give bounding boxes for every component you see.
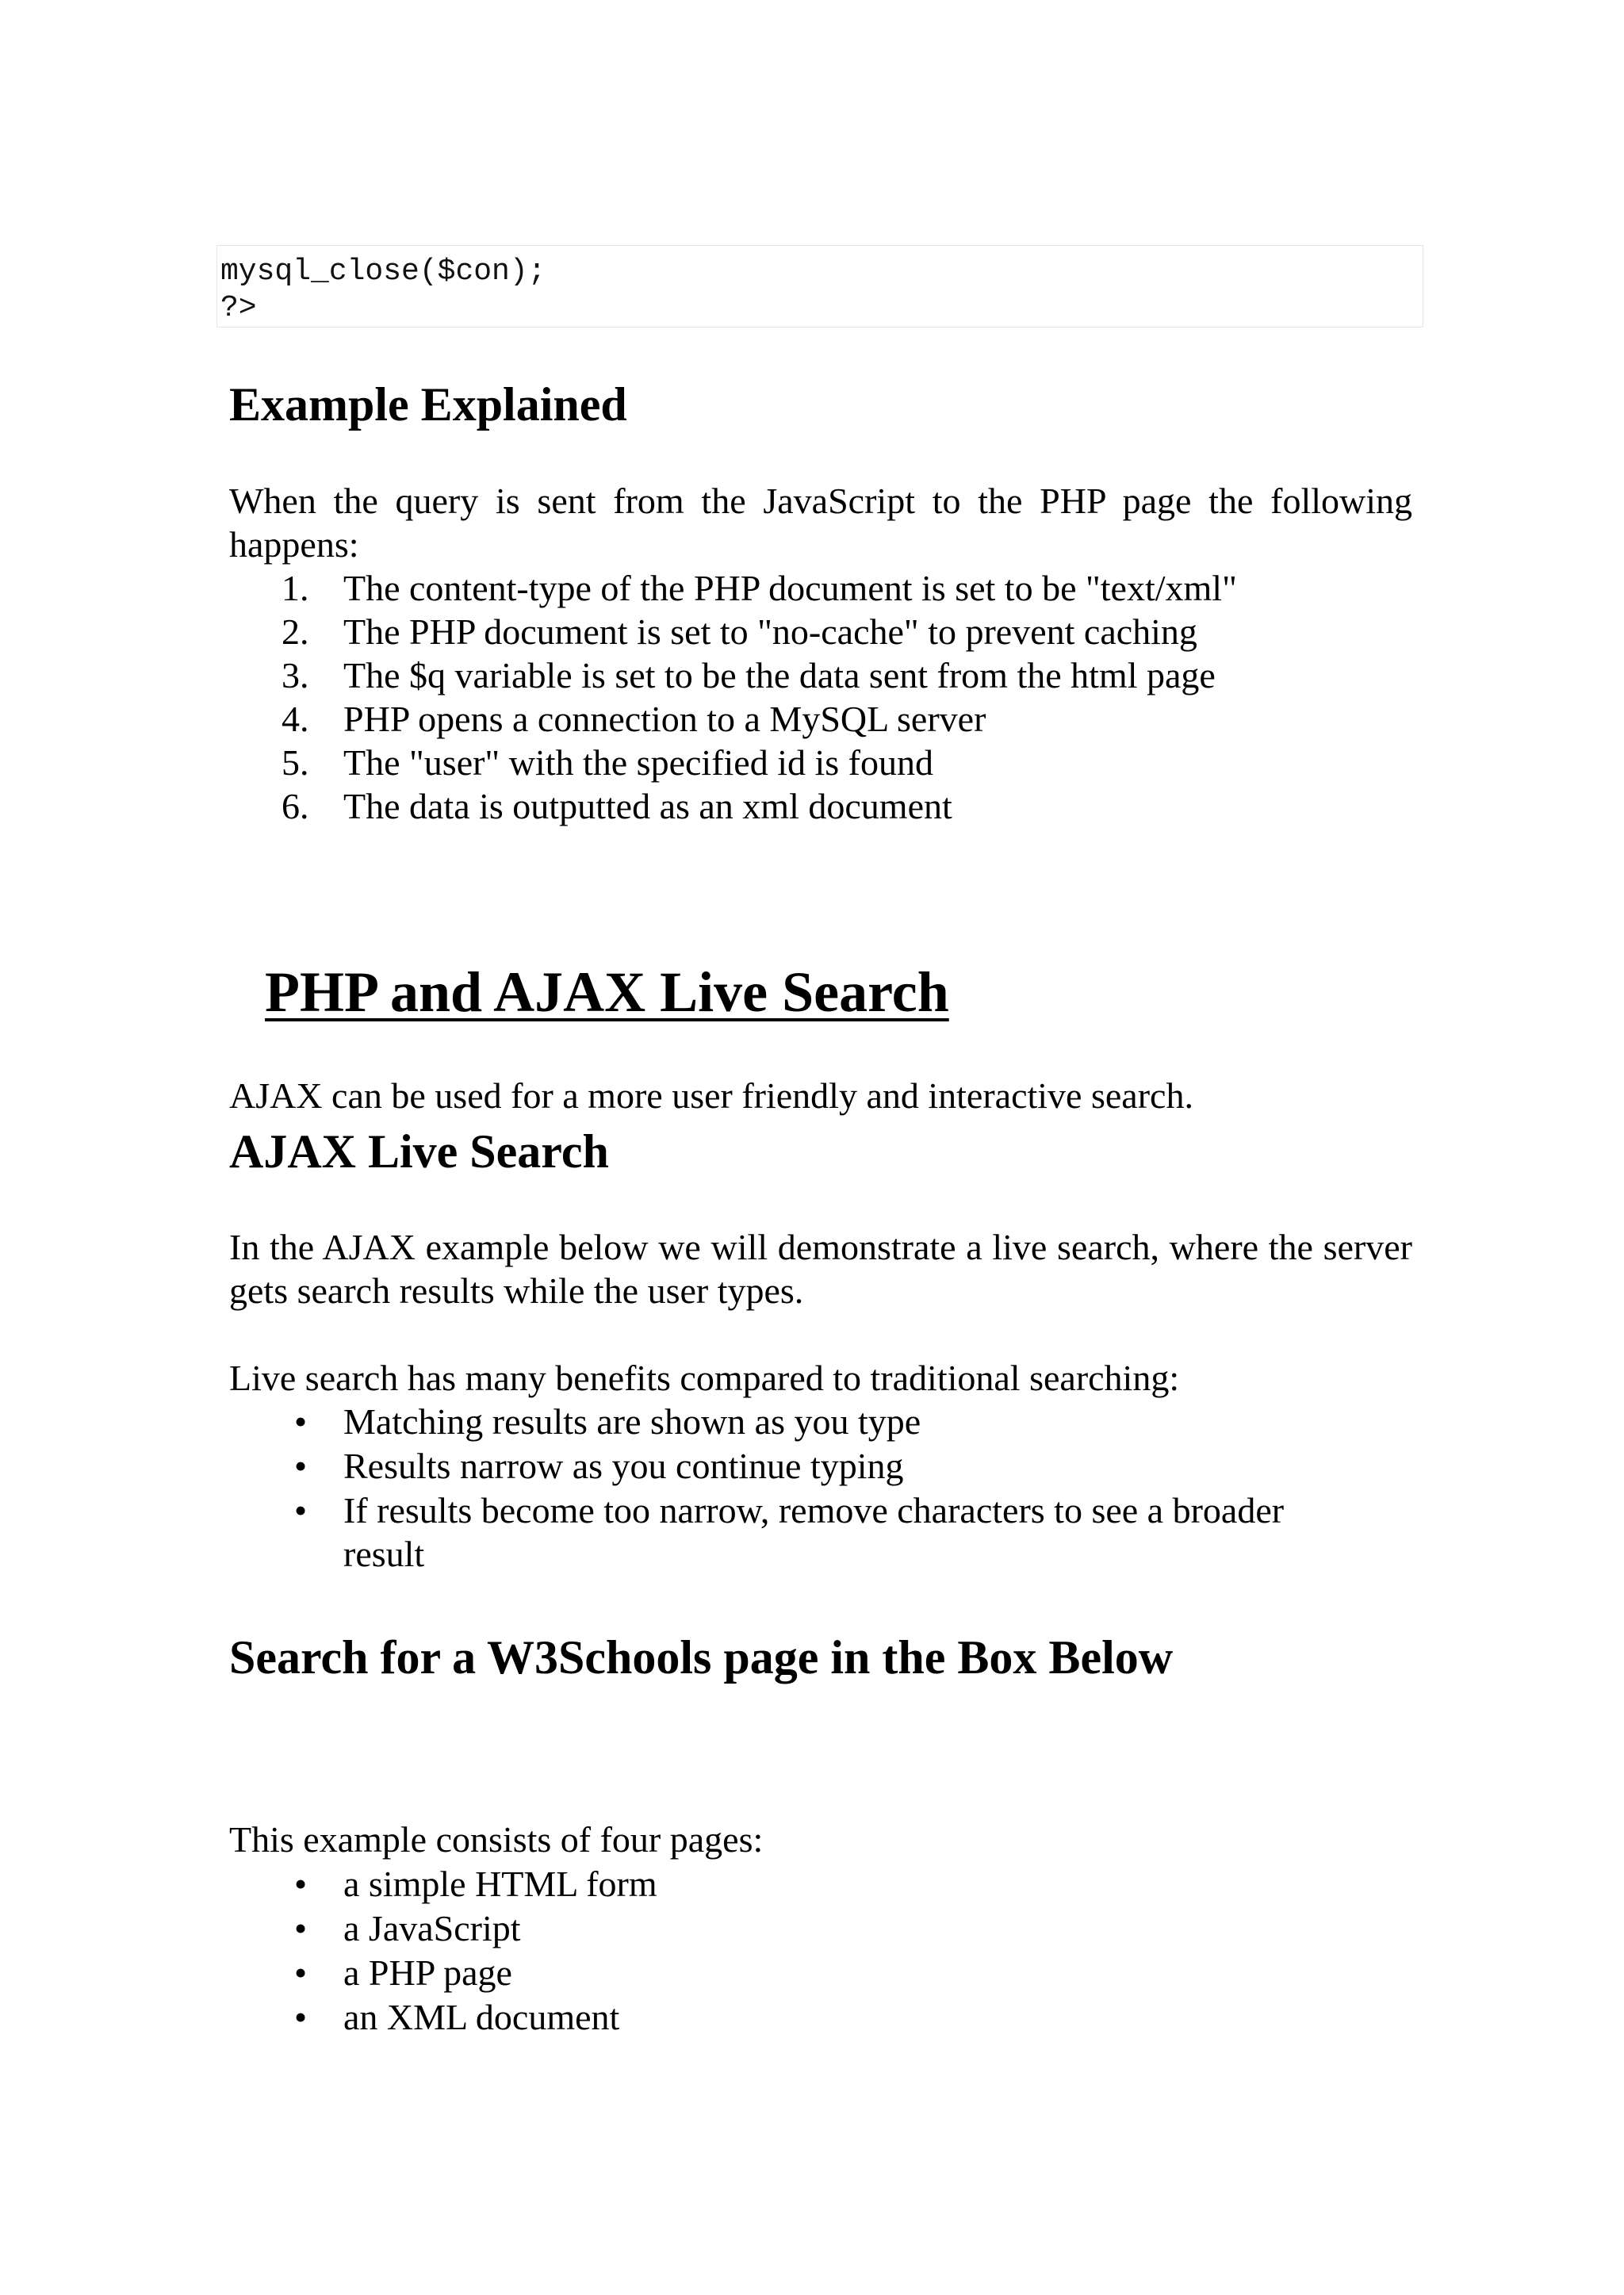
list-item-text: The data is outputted as an xml document xyxy=(343,786,952,826)
list-item xyxy=(229,1444,1371,1488)
list-item xyxy=(229,1995,1371,2039)
list-number: 2. xyxy=(282,611,309,652)
list-number: 6. xyxy=(282,786,309,826)
list-item xyxy=(229,566,1412,610)
list-item xyxy=(229,610,1412,653)
benefits-list xyxy=(229,1400,1371,1576)
list-item-text: a JavaScript xyxy=(343,1908,521,1948)
pages-list xyxy=(229,1862,1371,2039)
code-block xyxy=(216,245,1423,328)
list-item-text: a simple HTML form xyxy=(343,1864,657,1904)
list-number: 3. xyxy=(282,655,309,695)
code-line: ?> xyxy=(220,291,257,325)
list-item xyxy=(229,653,1412,697)
list-number: 4. xyxy=(282,699,309,739)
pages-intro: This example consists of four pages: xyxy=(229,1819,764,1860)
code-line: mysql_close($con); xyxy=(220,255,546,289)
list-item-text: The "user" with the specified id is found xyxy=(343,742,933,783)
example-explained-intro: When the query is sent from the JavaScript to the PHP page the following happens: xyxy=(229,481,1412,565)
list-item-text: an XML document xyxy=(343,1997,620,2037)
list-item xyxy=(229,697,1412,741)
list-item xyxy=(229,1906,1371,1950)
bullet: • xyxy=(294,1908,308,1948)
example-explained-heading: Example Explained xyxy=(229,378,627,431)
list-item xyxy=(229,1951,1371,1994)
list-item-text: Matching results are shown as you type xyxy=(343,1401,921,1442)
list-item xyxy=(229,1400,1371,1443)
list-item-text: a PHP page xyxy=(343,1952,512,1993)
list-item-text: The content-type of the PHP document is set to be "text/xml" xyxy=(343,568,1237,608)
live-search-intro: AJAX can be used for a more user friendly and interactive search. xyxy=(229,1075,1193,1116)
list-item xyxy=(229,1488,1371,1576)
bullet: • xyxy=(294,1952,308,1993)
list-item-text: If results become too narrow, remove characters to see a broader result xyxy=(343,1490,1285,1574)
list-number: 5. xyxy=(282,742,309,783)
list-item xyxy=(229,1862,1371,1906)
bullet: • xyxy=(294,1997,308,2037)
list-number: 1. xyxy=(282,568,309,608)
list-item-text: The PHP document is set to "no-cache" to prevent caching xyxy=(343,611,1197,652)
live-search-title: PHP and AJAX Live Search xyxy=(265,960,949,1024)
list-item xyxy=(229,784,1412,828)
live-search-description: In the AJAX example below we will demonstrate a live search, where the server gets search results while the user types. xyxy=(229,1227,1412,1311)
search-box-heading: Search for a W3Schools page in the Box Below xyxy=(229,1631,1174,1684)
bullet: • xyxy=(294,1490,308,1531)
list-item-text: PHP opens a connection to a MySQL server xyxy=(343,699,986,739)
benefits-intro: Live search has many benefits compared to traditional searching: xyxy=(229,1358,1180,1398)
steps-list xyxy=(229,566,1412,828)
list-item-text: The $q variable is set to be the data sent from the html page xyxy=(343,655,1216,695)
ajax-live-search-heading: AJAX Live Search xyxy=(229,1125,609,1178)
bullet: • xyxy=(294,1446,308,1486)
bullet: • xyxy=(294,1864,308,1904)
list-item-text: Results narrow as you continue typing xyxy=(343,1446,904,1486)
bullet: • xyxy=(294,1401,308,1442)
list-item xyxy=(229,741,1412,784)
